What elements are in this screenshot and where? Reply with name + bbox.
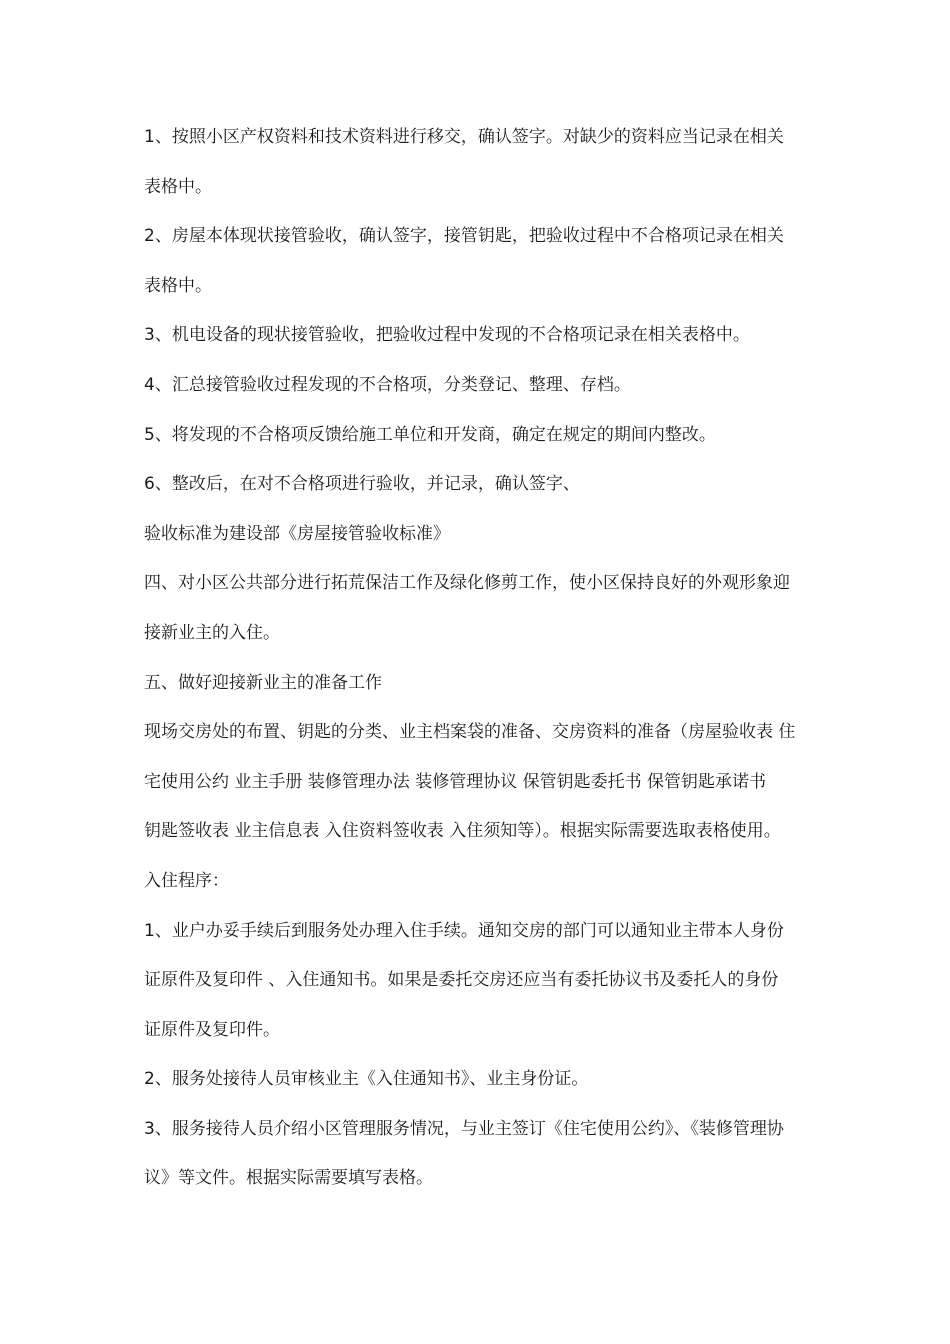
text-line-4: 表格中。 — [144, 275, 212, 296]
text-line-9: 验收标准为建设部《房屋接管验收标准》 — [144, 523, 450, 544]
text-line-15: 钥匙签收表 业主信息表 入住资料签收表 入住须知等）。根据实际需要选取表格使用。 — [144, 821, 781, 842]
document-body — [144, 122, 814, 1213]
text-line-6: 4、汇总接管验收过程发现的不合格项，分类登记、整理、存档。 — [144, 374, 631, 395]
text-line-17: 1、业户办妥手续后到服务处办理入住手续。通知交房的部门可以通知业主带本人身份 — [144, 920, 784, 941]
text-line-21: 3、服务接待人员介绍小区管理服务情况，与业主签订《住宅使用公约》、《装修管理协 — [144, 1118, 784, 1139]
text-line-11: 接新业主的入住。 — [144, 622, 280, 643]
text-line-2: 表格中。 — [144, 176, 212, 197]
text-line-22: 议》等文件。根据实际需要填写表格。 — [144, 1168, 433, 1189]
text-line-20: 2、服务处接待人员审核业主《入住通知书》、业主身份证。 — [144, 1069, 589, 1090]
text-line-5: 3、机电设备的现状接管验收，把验收过程中发现的不合格项记录在相关表格中。 — [144, 325, 750, 346]
text-line-12: 五、做好迎接新业主的准备工作 — [144, 672, 382, 693]
text-line-14: 宅使用公约 业主手册 装修管理办法 装修管理协议 保管钥匙委托书 保管钥匙承诺书 — [144, 771, 767, 792]
text-line-8: 6、整改后，在对不合格项进行验收，并记录，确认签字、 — [144, 474, 580, 495]
text-line-1: 1、按照小区产权资料和技术资料进行移交，确认签字。对缺少的资料应当记录在相关 — [144, 127, 784, 147]
text-line-10: 四、对小区公共部分进行拓荒保洁工作及绿化修剪工作，使小区保持良好的外观形象迎 — [144, 573, 790, 594]
text-line-7: 5、将发现的不合格项反馈给施工单位和开发商，确定在规定的期间内整改。 — [144, 424, 716, 445]
text-line-16: 入住程序： — [144, 870, 229, 891]
text-line-13: 现场交房处的布置、钥匙的分类、业主档案袋的准备、交房资料的准备（房屋验收表 住 — [144, 722, 796, 743]
text-line-3: 2、房屋本体现状接管验收，确认签字，接管钥匙，把验收过程中不合格项记录在相关 — [144, 226, 784, 247]
text-line-19: 证原件及复印件。 — [144, 1019, 280, 1040]
text-line-18: 证原件及复印件 、入住通知书。如果是委托交房还应当有委托协议书及委托人的身份 — [144, 970, 779, 991]
